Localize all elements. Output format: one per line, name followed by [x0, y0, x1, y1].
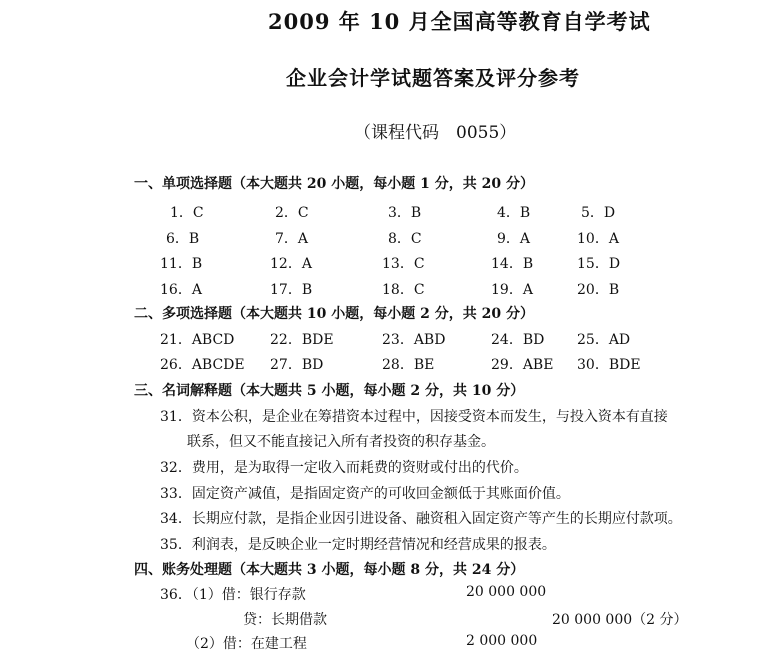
answer-cell: 28．BE [382, 357, 435, 373]
section-heading-multiple-choice [134, 303, 534, 323]
answer-cell: 29．ABE [491, 357, 554, 373]
section-title: 一、单项选择题 [134, 176, 232, 192]
entry-credit: 20 000 000（2 分） [552, 612, 688, 628]
answer-cell: 17．B [270, 282, 313, 298]
answer-cell: 6．B [166, 231, 200, 247]
definition-line: 联系，但又不能直接记入所有者投资的积存基金。 [187, 434, 495, 450]
answer-cell: 5．D [581, 205, 616, 221]
section-note: （本大题共 10 小题，每小题 2 分，共 20 分） [232, 306, 534, 322]
answer-cell: 1．C [170, 205, 204, 221]
section-title: 三、名词解释题 [134, 383, 232, 399]
entry-debit: 2 000 000 [466, 633, 538, 649]
answer-cell: 2．C [275, 205, 309, 221]
definition-line: 35．利润表，是反映企业一定时期经营情况和经营成果的报表。 [160, 537, 556, 553]
course-code: （课程代码 0055） [354, 123, 517, 143]
exam-title: 2009 年 10 月全国高等教育自学考试 [268, 9, 651, 34]
answer-cell: 18．C [382, 282, 425, 298]
answer-cell: 24．BD [491, 332, 545, 348]
answer-cell: 14．B [491, 256, 534, 272]
answer-cell: 3．B [388, 205, 422, 221]
answer-cell: 21．ABCD [160, 332, 235, 348]
entry-label: （2）借：在建工程 [186, 636, 307, 652]
answer-cell: 27．BD [270, 357, 324, 373]
answer-cell: 16．A [160, 282, 202, 298]
entry-label: 36．（1）借：银行存款 [160, 587, 306, 603]
answer-cell: 11．B [160, 256, 203, 272]
answer-cell: 10．A [577, 231, 619, 247]
answer-cell: 7．A [275, 231, 309, 247]
entry-debit: 20 000 000 [466, 584, 547, 600]
answer-cell: 25．AD [577, 332, 631, 348]
definition-line: 34．长期应付款，是指企业因引进设备、融资租入固定资产等产生的长期应付款项。 [160, 511, 682, 527]
answer-cell: 12．A [270, 256, 312, 272]
section-heading-journal-entries [134, 559, 524, 579]
answer-cell: 8．C [388, 231, 422, 247]
document-subtitle: 企业会计学试题答案及评分参考 [286, 66, 580, 90]
answer-cell: 26．ABCDE [160, 357, 245, 373]
answer-cell: 9．A [497, 231, 531, 247]
answer-cell: 30．BDE [577, 357, 641, 373]
section-heading-single-choice [134, 173, 534, 193]
definition-line: 31．资本公积，是企业在筹措资本过程中，因接受资本而发生，与投入资本有直接 [160, 409, 668, 425]
answer-cell: 20．B [577, 282, 620, 298]
section-note: （本大题共 5 小题，每小题 2 分，共 10 分） [232, 383, 525, 399]
answer-cell: 22．BDE [270, 332, 334, 348]
definition-line: 32．费用，是为取得一定收入而耗费的资财或付出的代价。 [160, 460, 528, 476]
answer-cell: 13．C [382, 256, 425, 272]
answer-cell: 15．D [577, 256, 621, 272]
answer-cell: 4．B [497, 205, 531, 221]
section-note: （本大题共 3 小题，每小题 8 分，共 24 分） [232, 562, 525, 578]
answer-cell: 19．A [491, 282, 533, 298]
section-title: 二、多项选择题 [134, 306, 232, 322]
section-title: 四、账务处理题 [134, 562, 232, 578]
answer-cell: 23．ABD [382, 332, 446, 348]
entry-label: 贷：长期借款 [243, 612, 327, 628]
section-note: （本大题共 20 小题，每小题 1 分，共 20 分） [232, 176, 534, 192]
definition-line: 33．固定资产减值，是指固定资产的可收回金额低于其账面价值。 [160, 486, 570, 502]
section-heading-term-definition [134, 380, 524, 400]
